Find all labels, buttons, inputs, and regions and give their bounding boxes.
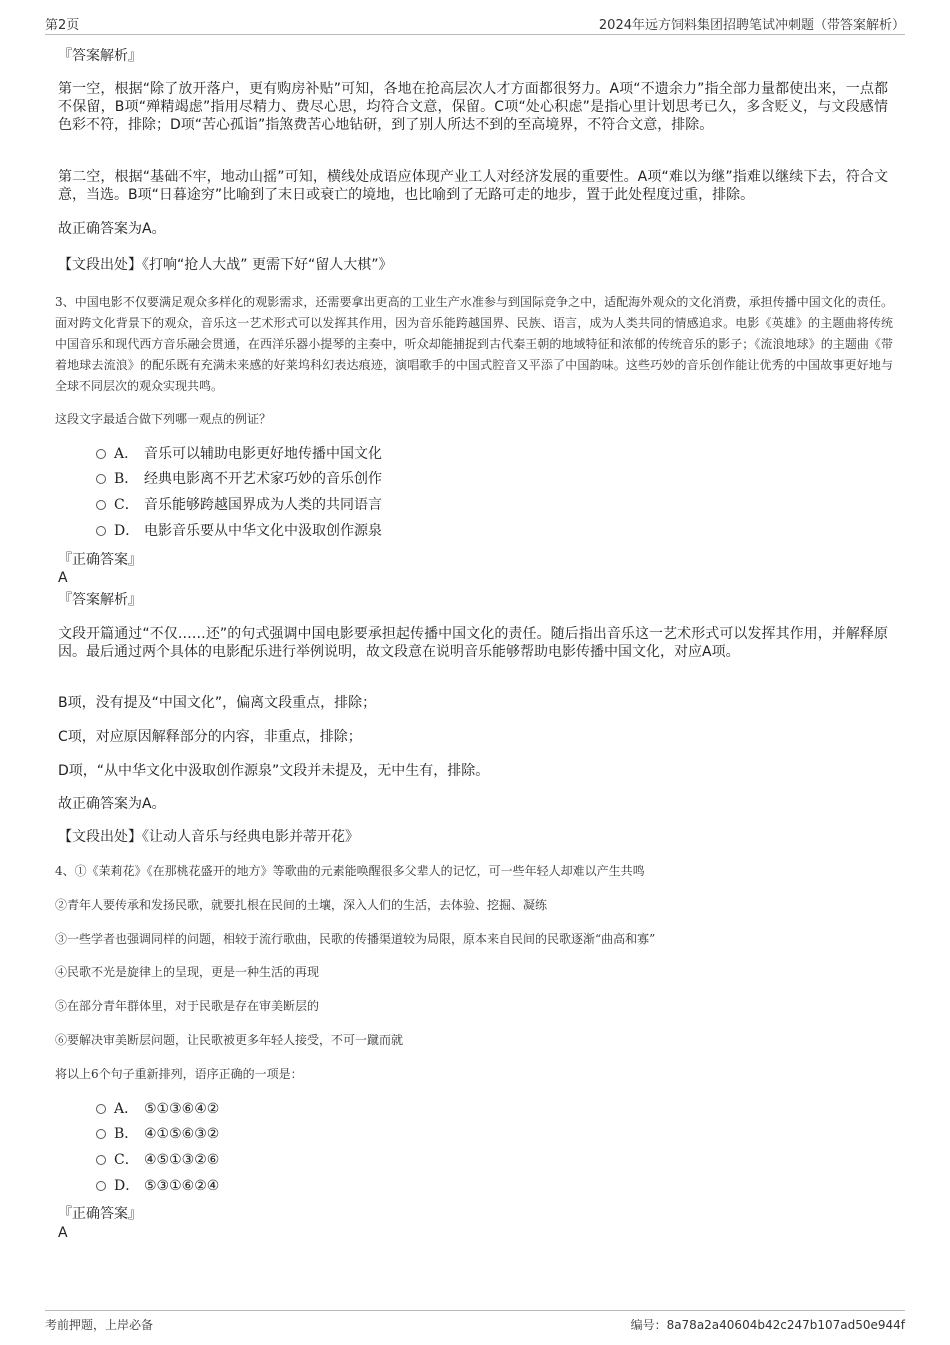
radio-icon[interactable] bbox=[96, 474, 106, 484]
q3-analysis-label: 『答案解析』 bbox=[58, 592, 142, 608]
option-text: 电影音乐要从中华文化中汲取创作源泉 bbox=[144, 523, 382, 539]
q4-ask: 将以上6个句子重新排列，语序正确的一项是： bbox=[55, 1067, 303, 1081]
q3-ask: 这段文字最适合做下列哪一观点的例证？ bbox=[55, 412, 272, 426]
option-text: 经典电影离不开艺术家巧妙的音乐创作 bbox=[144, 471, 382, 487]
q2-analysis-para2: 第二空，根据“基础不牢，地动山摇”可知，横线处成语应体现产业工人对经济发展的重要性。A项“难以为继”指难以继续下去，符合文意，当选。B项“日暮途穷”比喻到了末日或衰亡的境地，也比喻到了无路可走的地步，置于此处程度过重，排除。 bbox=[58, 169, 888, 203]
page-footer bbox=[45, 1310, 905, 1337]
q3-analysis-para4: D项，“从中华文化中汲取创作源泉”文段并未提及，无中生有，排除。 bbox=[58, 763, 490, 779]
q3-option-b[interactable] bbox=[96, 468, 382, 490]
option-letter: A． bbox=[114, 446, 139, 462]
q3-analysis-para1: 文段开篇通过“不仅……还”的句式强调中国电影要承担起传播中国文化的责任。随后指出音乐这一艺术形式可以发挥其作用，并解释原因。最后通过两个具体的电影配乐进行举例说明，故文段意在说明音乐能够帮助电影传播中国文化，对应A项。 bbox=[58, 626, 888, 660]
option-letter: C． bbox=[114, 1152, 139, 1168]
q3-option-a[interactable] bbox=[96, 443, 382, 465]
option-letter: C． bbox=[114, 497, 139, 513]
q4-answer: A bbox=[58, 1225, 68, 1241]
q3-text: 3、中国电影不仅要满足观众多样化的观影需求，还需要拿出更高的工业生产水准参与到国际竞争之中，适配海外观众的文化消费，承担传播中国文化的责任。面对跨文化背景下的观众，音乐这一艺术形式可以发挥其作用，因为音乐能跨越国界、民族、语言，成为人类共同的情感追求。电影《英雄》的主题曲将传统中国音乐和现代西方音乐融会贯通，在西洋乐器小提琴的主奏中，听众却能捕捉到古代秦王朝的地域特征和浓郁的传统音乐的影子；《流浪地球》的主题曲《带着地球去流浪》的配乐既有充满未来感的好莱坞科幻表达痕迹，演唱歌手的中国式腔音又平添了中国韵味。这些巧妙的音乐创作能让优秀的中国故事更好地与全球不同层次的观众实现共鸣。 bbox=[55, 295, 893, 393]
q2-analysis-para1: 第一空，根据“除了放开落户，更有购房补贴”可知，各地在抢高层次人才方面都很努力。A项“不遗余力”指全部力量都使出来，一点都不保留，B项“殚精竭虑”指用尽精力、费尽心思，均符合文意，保留。C项“处心积虑”是指心里计划思考已久，多含贬义，与文段感情色彩不符，排除；D项“苦心孤诣”指煞费苦心地钻研，到了别人所达不到的至高境界，不符合文意，排除。 bbox=[58, 81, 888, 133]
q4-option-b[interactable] bbox=[96, 1123, 219, 1145]
q4-sentence-5: ⑤在部分青年群体里，对于民歌是存在审美断层的 bbox=[55, 999, 320, 1013]
option-text: 音乐可以辅助电影更好地传播中国文化 bbox=[144, 446, 382, 462]
radio-icon[interactable] bbox=[96, 1104, 106, 1114]
q4-answer-label: 『正确答案』 bbox=[58, 1206, 142, 1222]
document-serial: 编号：8a78a2a40604b42c247b107ad50e944f bbox=[630, 1318, 905, 1332]
q3-source: 【文段出处】《让动人音乐与经典电影并蒂开花》 bbox=[58, 829, 359, 845]
radio-icon[interactable] bbox=[96, 500, 106, 510]
option-letter: B． bbox=[114, 1126, 139, 1142]
q3-conclusion: 故正确答案为A。 bbox=[58, 796, 166, 812]
radio-icon[interactable] bbox=[96, 449, 106, 459]
q3-option-d[interactable] bbox=[96, 520, 382, 542]
option-letter: B． bbox=[114, 471, 139, 487]
q2-conclusion: 故正确答案为A。 bbox=[58, 221, 166, 237]
q2-analysis-label: 『答案解析』 bbox=[58, 48, 142, 64]
option-text: ⑤③①⑥②④ bbox=[144, 1178, 220, 1194]
radio-icon[interactable] bbox=[96, 1181, 106, 1191]
option-letter: D． bbox=[114, 1178, 140, 1194]
q3-answer-label: 『正确答案』 bbox=[58, 552, 142, 568]
q3-analysis-para3: C项，对应原因解释部分的内容，非重点，排除； bbox=[58, 729, 362, 745]
option-text: ④①⑤⑥③② bbox=[144, 1126, 220, 1142]
option-letter: D． bbox=[114, 523, 140, 539]
q4-sentence-1: 4、①《茉莉花》《在那桃花盛开的地方》等歌曲的元素能唤醒很多父辈人的记忆，可一些年轻人却难以产生共鸣 bbox=[55, 864, 645, 878]
option-text: ⑤①③⑥④② bbox=[144, 1101, 220, 1117]
q4-sentence-6: ⑥要解决审美断层问题，让民歌被更多年轻人接受，不可一蹴而就 bbox=[55, 1033, 404, 1047]
q3-analysis-para2: B项，没有提及“中国文化”，偏离文段重点，排除； bbox=[58, 695, 377, 711]
page-header bbox=[45, 12, 905, 35]
option-text: ④⑤①③②⑥ bbox=[144, 1152, 220, 1168]
footer-note: 考前押题，上岸必备 bbox=[45, 1318, 154, 1332]
q4-option-a[interactable] bbox=[96, 1098, 219, 1120]
document-title: 2024年远方饲料集团招聘笔试冲刺题（带答案解析） bbox=[598, 18, 905, 33]
option-letter: A． bbox=[114, 1101, 139, 1117]
q3-option-c[interactable] bbox=[96, 494, 382, 516]
option-text: 音乐能够跨越国界成为人类的共同语言 bbox=[144, 497, 382, 513]
q2-source: 【文段出处】《打响“抢人大战” 更需下好“留人大棋”》 bbox=[58, 257, 393, 273]
radio-icon[interactable] bbox=[96, 526, 106, 536]
q4-sentence-4: ④民歌不光是旋律上的呈现，更是一种生活的再现 bbox=[55, 965, 320, 979]
q4-sentence-3: ③一些学者也强调同样的问题，相较于流行歌曲，民歌的传播渠道较为局限，原本来自民间的民歌逐渐“曲高和寡” bbox=[55, 932, 656, 946]
page-number: 第2页 bbox=[45, 18, 80, 33]
q3-answer: A bbox=[58, 570, 68, 586]
q4-sentence-2: ②青年人要传承和发扬民歌，就要扎根在民间的土壤，深入人们的生活，去体验、挖掘、凝练 bbox=[55, 898, 548, 912]
radio-icon[interactable] bbox=[96, 1129, 106, 1139]
radio-icon[interactable] bbox=[96, 1155, 106, 1165]
q4-option-c[interactable] bbox=[96, 1149, 219, 1171]
q4-option-d[interactable] bbox=[96, 1175, 219, 1197]
